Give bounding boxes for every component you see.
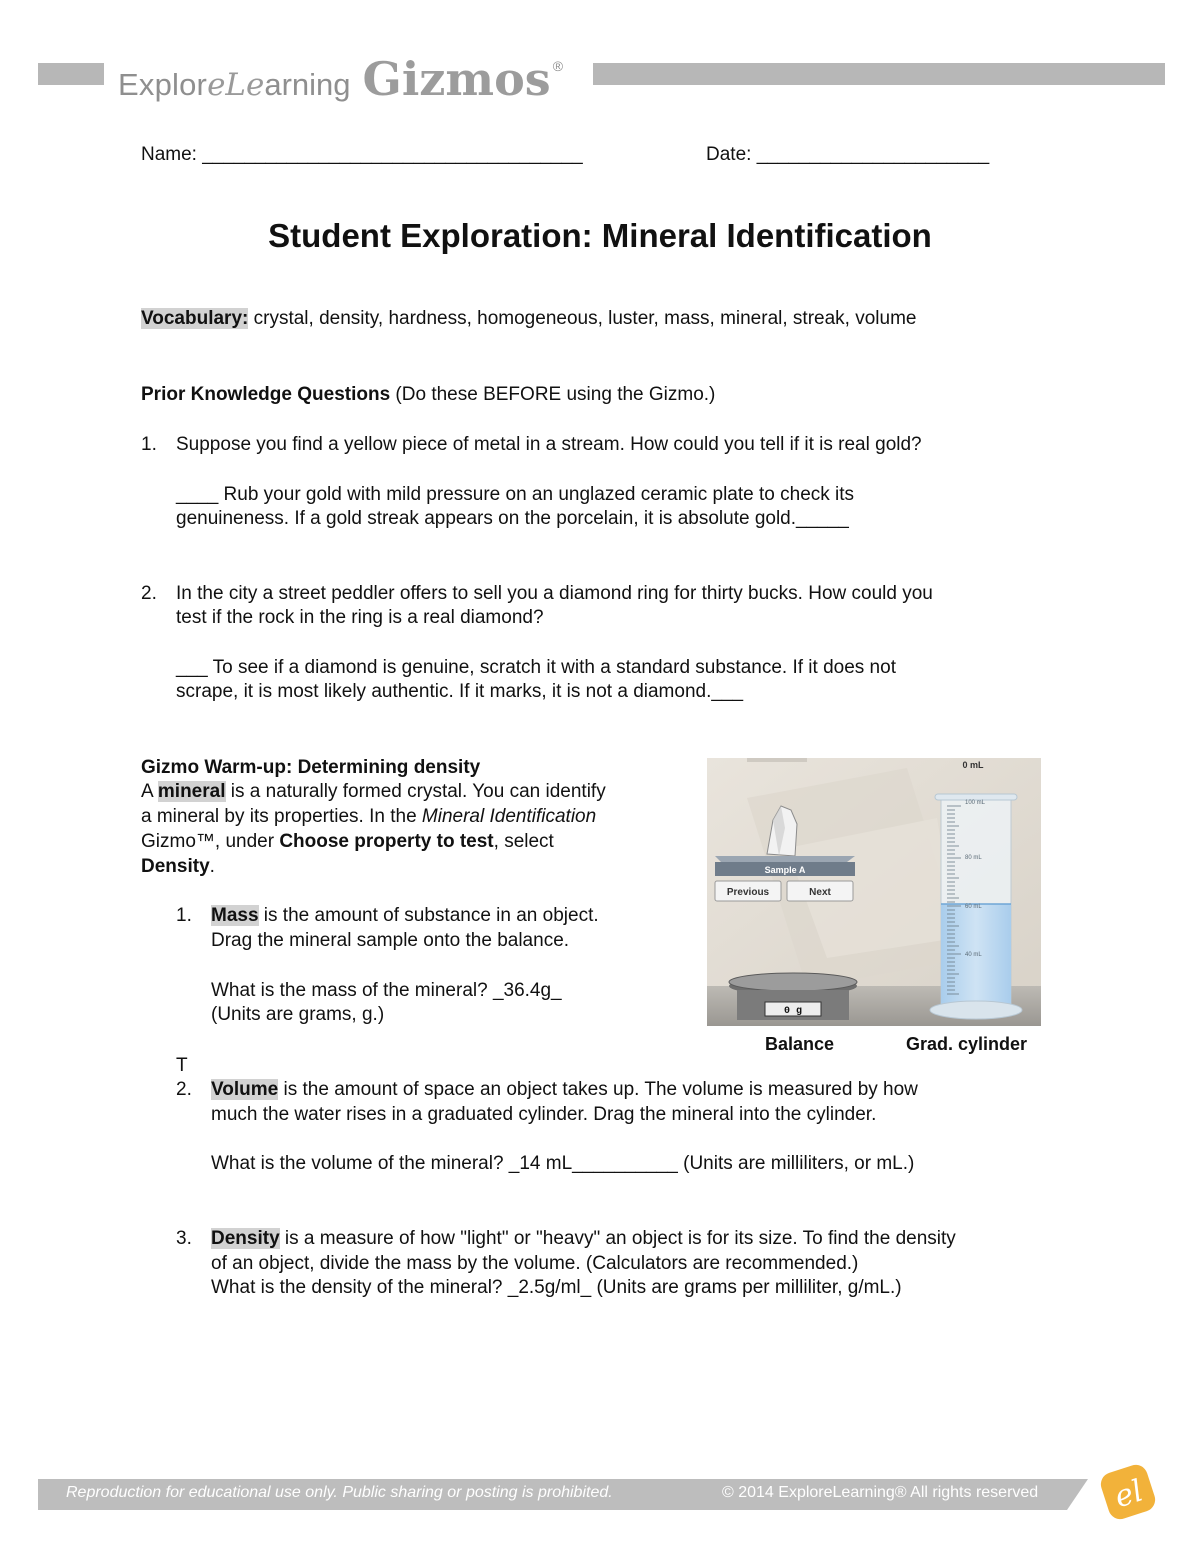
choose-property-label: Choose property to test	[279, 831, 494, 852]
cylinder-mark-40: 40 mL	[965, 952, 982, 958]
balance-readout: 0 g	[783, 1006, 803, 1017]
cylinder-base	[930, 1001, 1022, 1019]
warmup-period: .	[209, 856, 215, 877]
question-2-answer-line-2: scrape, it is most likely authentic. If it marks, it is not a diamond.___	[176, 681, 744, 702]
item-2-line-2: much the water rises in a graduated cylinder. Drag the mineral into the cylinder.	[211, 1104, 877, 1125]
cylinder-volume-label: 0 mL	[962, 760, 984, 770]
item-3-line-2: of an object, divide the mass by the volume. (Calculators are recommended.)	[211, 1253, 859, 1274]
warmup-paragraph-line-1	[141, 780, 606, 804]
question-2-text-line-1: In the city a street peddler offers to sell you a diamond ring for thirty bucks. How could you	[176, 583, 933, 604]
term-mass: Mass	[211, 905, 259, 926]
cylinder-mark-80: 80 mL	[965, 855, 982, 861]
warmup-paragraph-line-3	[141, 830, 554, 854]
item-1-units: (Units are grams, g.)	[211, 1004, 385, 1025]
item-1-line-1	[211, 904, 599, 928]
page-title: Student Exploration: Mineral Identification	[268, 217, 932, 254]
item-2-text: is the amount of space an object takes up. The volume is measured by how	[278, 1079, 918, 1100]
prior-knowledge-heading	[141, 383, 715, 407]
term-mineral: mineral	[157, 781, 226, 802]
question-2-number: 2.	[141, 583, 157, 604]
footer-copyright: © 2014 ExploreLearning® All rights reserved	[722, 1484, 1039, 1501]
item-3-question: What is the density of the mineral? _2.5g/ml_ (Units are grams per milliliter, g/mL.)	[211, 1277, 902, 1298]
logo-text-explor: Explor	[118, 67, 208, 102]
explorelearning-el-icon	[1096, 1460, 1160, 1524]
question-1-answer-line-1: ____ Rub your gold with mild pressure on an unglazed ceramic plate to check its	[176, 484, 855, 505]
warmup-paragraph-line-4	[141, 855, 215, 879]
vocabulary-line	[141, 307, 916, 331]
term-density: Density	[211, 1228, 280, 1249]
logo-registered-mark: ®	[552, 58, 564, 74]
balance-pan[interactable]	[729, 973, 857, 991]
item-1-question: What is the mass of the mineral? _36.4g_	[211, 980, 562, 1001]
logo-text-arning: arning	[264, 67, 351, 102]
explorelearning-gizmos-logo	[118, 52, 564, 106]
density-option-label: Density	[141, 856, 210, 877]
date-field-line: Date: ______________________	[706, 144, 990, 165]
figure-label-balance: Balance	[765, 1034, 835, 1054]
prior-knowledge-title: Prior Knowledge Questions	[141, 384, 391, 405]
question-1-text: Suppose you find a yellow piece of metal in a stream. How could you tell if it is real gold?	[176, 434, 922, 455]
name-field-line: Name: ____________________________________	[141, 144, 583, 165]
warmup-p-a: A	[141, 781, 158, 802]
footer-reproduction-notice: Reproduction for educational use only. Public sharing or posting is prohibited.	[66, 1484, 613, 1501]
gizmo-simulation-image	[707, 758, 1041, 1026]
item-1-line-2: Drag the mineral sample onto the balance.	[211, 930, 570, 951]
warmup-p-line3a: Gizmo™, under	[141, 831, 280, 852]
previous-button-label: Previous	[726, 887, 770, 898]
cylinder-mark-60: 60 mL	[965, 904, 982, 910]
gizmo-name: Mineral Identification	[421, 806, 597, 827]
vocabulary-terms: crystal, density, hardness, homogeneous, luster, mass, mineral, streak, volume	[248, 308, 917, 329]
question-1-number: 1.	[141, 434, 157, 455]
item-1-number: 1.	[176, 905, 192, 926]
panel-edge	[747, 758, 807, 762]
warmup-p-line3b: , select	[493, 831, 554, 852]
header-bar-left	[38, 63, 104, 85]
logo-text-el: eLe	[207, 67, 265, 103]
item-2-line-1	[211, 1078, 918, 1102]
warmup-p-b: is a naturally formed crystal. You can identify	[225, 781, 606, 802]
warmup-paragraph-line-2	[141, 805, 596, 829]
sample-label: Sample A	[764, 865, 806, 875]
gizmo-screenshot-figure	[707, 758, 1041, 1026]
term-volume: Volume	[211, 1079, 279, 1100]
warmup-heading	[141, 756, 480, 780]
item-3-text: is a measure of how "light" or "heavy" an object is for its size. To find the density	[279, 1228, 956, 1249]
prior-knowledge-note: (Do these BEFORE using the Gizmo.)	[390, 384, 716, 405]
logo-text-gizmos: Gizmos	[362, 52, 551, 106]
item-2-question: What is the volume of the mineral? _14 mL__________ (Units are milliliters, or mL.)	[211, 1153, 915, 1174]
next-button-label: Next	[809, 887, 831, 898]
item-3-line-1	[211, 1227, 956, 1251]
vocabulary-label: Vocabulary:	[141, 308, 249, 329]
item-3-number: 3.	[176, 1228, 192, 1249]
stray-character: T	[176, 1055, 188, 1076]
item-1-text: is the amount of substance in an object.	[258, 905, 599, 926]
question-1-answer-line-2: genuineness. If a gold streak appears on the porcelain, it is absolute gold._____	[176, 508, 849, 529]
figure-label-cylinder: Grad. cylinder	[906, 1034, 1028, 1054]
warmup-heading-text: Gizmo Warm-up: Determining density	[141, 757, 481, 778]
sample-tray	[715, 856, 855, 862]
question-2-answer-line-1: ___ To see if a diamond is genuine, scratch it with a standard substance. If it does not	[176, 657, 896, 678]
el-icon-letters: el	[1110, 1473, 1148, 1516]
item-2-number: 2.	[176, 1079, 192, 1100]
cylinder-mark-100: 100 mL	[965, 800, 986, 806]
question-2-text-line-2: test if the rock in the ring is a real diamond?	[176, 607, 544, 628]
header-bar-right	[593, 63, 1165, 85]
warmup-p-line2: a mineral by its properties. In the	[141, 806, 422, 827]
